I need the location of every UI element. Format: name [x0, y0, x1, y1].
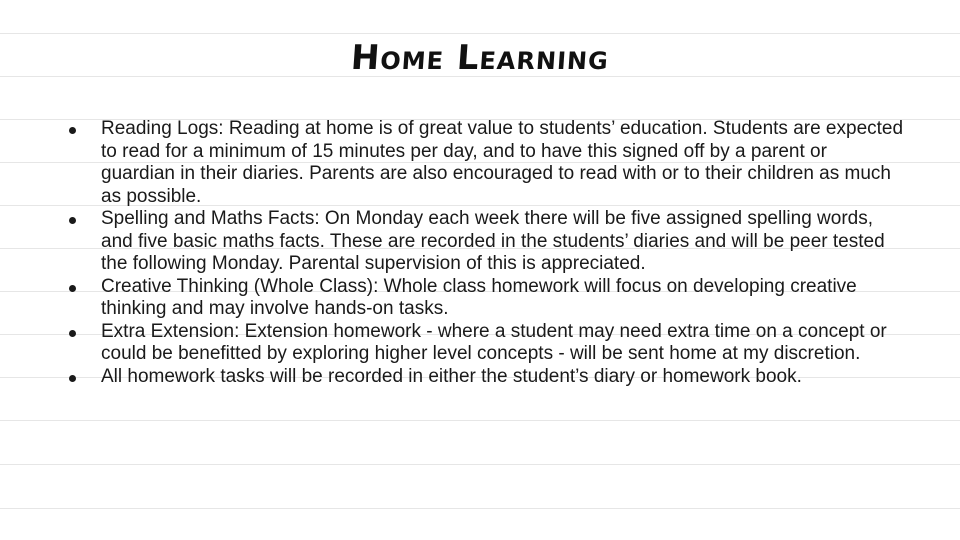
ruled-line	[0, 464, 960, 465]
list-item	[64, 276, 904, 321]
ruled-line	[0, 420, 960, 421]
slide-title: Home Learning	[349, 38, 611, 78]
list-item	[64, 366, 904, 389]
list-item-text: Reading Logs: Reading at home is of great value to students’ education. Students are expected to read for a minimum of 15 minutes per day, and to have this signed off by a parent or guardian in their diaries. Parents are also encouraged to read with or to their children as much as possible.	[101, 118, 904, 207]
bullet-dot-icon	[69, 217, 76, 224]
bullet-dot-icon	[69, 330, 76, 337]
bullet-dot-icon	[69, 285, 76, 292]
ruled-line	[0, 33, 960, 34]
list-item-text: Spelling and Maths Facts: On Monday each week there will be five assigned spelling words, and five basic maths facts. These are recorded in the students’ diaries and will be peer tested the following Monday. Parental supervision of this is appreciated.	[101, 208, 885, 274]
list-item	[64, 208, 904, 276]
list-item-text: Creative Thinking (Whole Class): Whole class homework will focus on developing creative thinking and may involve hands-on tasks.	[101, 275, 857, 319]
bullet-dot-icon	[69, 375, 76, 382]
list-item-text: Extra Extension: Extension homework - where a student may need extra time on a concept or could be benefitted by exploring higher level concepts - will be sent home at my discretion.	[101, 320, 887, 364]
ruled-line	[0, 508, 960, 509]
list-item	[64, 118, 904, 208]
list-item-text: All homework tasks will be recorded in either the student’s diary or homework book.	[101, 365, 802, 387]
bullet-list	[64, 118, 904, 388]
list-item	[64, 321, 904, 366]
bullet-dot-icon	[69, 127, 76, 134]
